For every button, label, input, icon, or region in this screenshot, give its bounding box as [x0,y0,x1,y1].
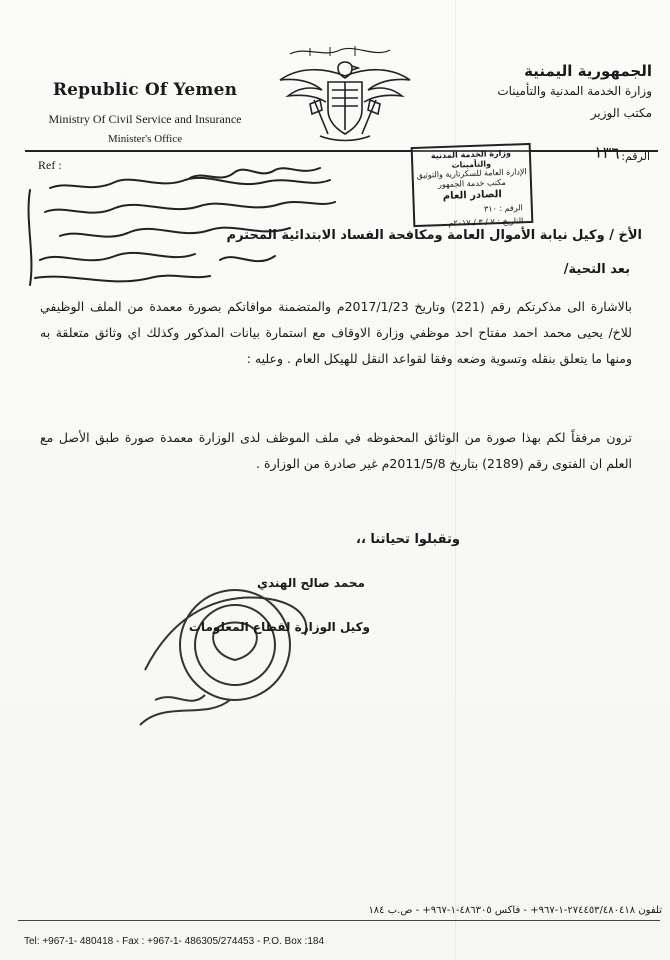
stamp-number-value: ٣١٠ [483,204,497,214]
footer-contact-ar: تلفون ٢٧٤٤٥٣/٤٨٠٤١٨-١-٩٦٧+ - فاكس ٤٨٦٣٠٥-١-٩٦٧+ - ص.ب ١٨٤ [368,905,662,916]
stamp-date-label: التاريخ [502,216,524,226]
signatory-title: وكيل الوزارة لقطاع المعلومات [188,620,370,634]
registry-stamp [411,143,534,227]
header-divider [25,150,658,152]
signatory-name: محمد صالح الهندي [256,576,365,590]
stamp-number-label: الرقم [504,203,523,214]
basmala-calligraphy [285,44,395,63]
stamp-line-1: وزارة الخدمة المدنية والتأمينات [430,148,512,170]
addressee-line: الأخ / وكيل نيابة الأموال العامة ومكافحة الفساد الابتدائية المحترم [226,228,642,243]
body-paragraph-1: بالاشارة الى مذكرتكم رقم (221) وتاريخ 2017/1/23م والمتضمنة موافاتكم بصورة معمدة من الملف الوظيفي للاخ/ يحيى محمد احمد مفتاح احد موظفي وزارة الاوقاف مع استمارة بيانات المذكور وكذلك اي وثائق متعلقة به ومنها ما يتعلق بنقله وتسوية وضعه وفقا لقواعد النقل للهيكل العام . وعليه : [40,299,632,366]
closing-line: وتقبلوا تحياتنا ،، [356,532,460,547]
header-english [30,80,260,145]
stamp-line-3: مكتب خدمة الجمهور [437,177,507,189]
header-arabic [432,62,652,120]
ministry-name-ar: وزارة الخدمة المدنية والتأمينات [497,84,652,98]
office-name-ar: مكتب الوزير [590,106,652,120]
footer-contact-en: Tel: +967-1- 480418 - Fax : +967-1- 486305/274453 - P.O. Box :184 [24,936,325,947]
calligraphy-icon [285,44,395,60]
ref-number-handwritten: ١٣٦ [593,142,621,163]
ref-label-en: Ref : [38,158,62,172]
greeting-line: بعد التحية/ [563,262,630,277]
body-paragraph-2: ترون مرفقاً لكم بهذا صورة من الوثائق المحفوظه في ملف الموظف لدى الوزارة معمدة صورة طبق الأصل مع العلم ان الفتوى رقم (2189) بتاريخ 2011/5/8م غير صادرة من الوزارة . [40,430,632,471]
paper-fold [455,0,456,960]
stamp-number-row: الرقم : ٣١٠ [483,203,523,214]
office-name: Minister's Office [107,133,183,145]
ref-label: الرقم [624,150,650,163]
stamp-line-4: الصادر العام [442,189,503,203]
stamp-date-value: ٧ / ٣ / ٢٠١٧م [448,217,495,228]
stamp-line-2: الإدارة العامة للسكرتارية والتوثيق [416,167,527,181]
republic-title: Republic Of Yemen [52,80,238,100]
stamp-date-row: التاريخ : ٧ / ٣ / ٢٠١٧م [448,216,524,228]
republic-title-ar: الجمهورية اليمنية [524,62,652,80]
ministry-name: Ministry Of Civil Service and Insurance [48,112,242,126]
ref-label-ar: الرقم: [621,150,650,163]
footer-divider [18,920,660,921]
